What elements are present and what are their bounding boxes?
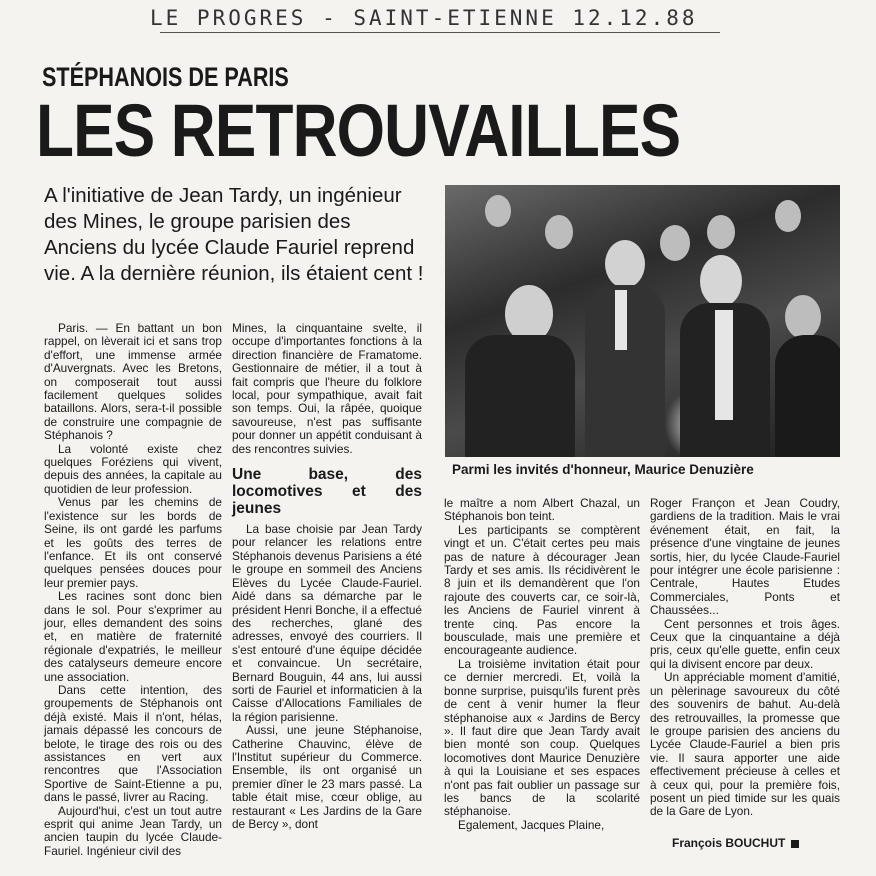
end-mark bbox=[791, 840, 799, 848]
paragraph: Mines, la cinquantaine svelte, il occupe d'importantes fonctions à la direction financière de Framatome. Gestionnaire de métier, il a tout à fait compris que l'heure du folklore local, pour sympathique, avait fait son temps. Oui, la râpée, quoique savoureuse, n'est pas suffisante pour donner un appétit conduisant à des rencontres suivies. bbox=[232, 321, 422, 456]
paragraph: La troisième invitation était pour ce dernier mercredi. Et, voilà la bonne surprise, puisqu'ils furent près de cent à venir humer la fleur stéphanoise aux « Jardins de Bercy ». Il faut dire que Jean Tardy avait bien monté son coup. Quelques locomotives dont Maurice Denuzière à qui la Louisiane et ses espaces n'ont pas fait oublier un passage sur les bancs de la scolarité stéphanoise. bbox=[444, 656, 640, 819]
paragraph: La volonté existe chez quelques Foréziens qui vivent, depuis des années, la capitale au quotidien de leur profession. bbox=[44, 441, 222, 496]
paragraph: Cent personnes et trois âges. Ceux que la cinquantaine a déjà pris, ceux qu'elle guette, enfin ceux qui la divisent encore par deux. bbox=[650, 616, 840, 671]
article-lead: A l'initiative de Jean Tardy, un ingénieur des Mines, le groupe parisien des Anciens du lycée Claude Fauriel reprend vie. A la dernière réunion, ils étaient cent ! bbox=[44, 184, 424, 285]
paragraph: le maître a nom Albert Chazal, un Stéphanois bon teint. bbox=[444, 496, 640, 524]
article-photo bbox=[445, 185, 840, 457]
article-headline: LES RETROUVAILLES bbox=[36, 89, 681, 172]
article-subheading: Une base, des locomotives et des jeunes bbox=[232, 466, 422, 518]
photo-caption: Parmi les invités d'honneur, Maurice Denuzière bbox=[452, 462, 754, 477]
paragraph: Les racines sont donc bien dans le sol. Pour s'exprimer au jour, elles demandent des soins et, en matière de fraternité régionale d'expatriés, le meilleur des catalyseurs demeure encore une association. bbox=[44, 589, 222, 684]
paragraph: Dans cette intention, des groupements de Stéphanois ont déjà existé. Mais il n'ont, hélas, jamais dépassé les concours de belote, le tirage des rois ou des assistances en vert aux rencontres que l'Association Sportive de Saint-Etienne a pu, dans le passé, livrer au Racing. bbox=[44, 682, 222, 805]
paragraph: La base choisie par Jean Tardy pour relancer les relations entre Stéphanois devenus Parisiens a été le groupe en sommeil des Anciens Elèves du Lycée Claude-Fauriel. Aidé dans sa démarche par le président Henri Bonche, il a effectué des recherches, glané des adresses, envoyé des courriers. Il s'est entouré d'une équipe décidée et convaincue. Un secrétaire, Bernard Bouguin, 44 ans, lui aussi sorti de Fauriel et informaticien à la Caisse d'Allocations Familiales de la région parisienne. bbox=[232, 522, 422, 724]
paragraph: Un appréciable moment d'amitié, un pèlerinage savoureux du côté des souvenirs de bahut. Au-delà des retrouvailles, la promesse que le groupe parisien des anciens du Lycée Claude-Fauriel a bien pris vie. Il saura apporter une aide effectivement précieuse à celles et à ceux qui, pour la première fois, posent un pied timide sur les quais de la Gare de Lyon. bbox=[650, 670, 840, 819]
article-column-3 bbox=[444, 497, 640, 832]
article-column-1 bbox=[44, 322, 222, 858]
article-column-2 bbox=[232, 322, 422, 831]
paragraph: Aussi, une jeune Stéphanoise, Catherine Chauvinc, élève de l'Institut supérieur du Commerce. Ensemble, ils ont organisé un premier dîner le 23 mars passé. La table était mise, cœur oblige, au restaurant « Les Jardins de la Gare de Bercy », dont bbox=[232, 723, 422, 831]
handwritten-source-note: LE PROGRES - SAINT-ETIENNE 12.12.88 bbox=[150, 6, 698, 30]
handwritten-underline bbox=[160, 32, 720, 33]
author-signature bbox=[672, 836, 799, 850]
article-kicker: STÉPHANOIS DE PARIS bbox=[42, 62, 289, 92]
paragraph: Venus par les chemins de l'existence sur les bords de Seine, ils ont gardé les parfums et les goûts des terres de l'enfance. Et ils ont conservé quelques pensées douces pour leur premier pays. bbox=[44, 495, 222, 590]
article-column-4 bbox=[650, 497, 840, 819]
paragraph: Roger Françon et Jean Coudry, gardiens de la tradition. Mais le vrai événement était, en fait, la présence d'une vingtaine de jeunes sortis, hier, du lycée Claude-Fauriel pour intégrer une école parisienne : Centrale, Hautes Etudes Commerciales, Ponts et Chaussées... bbox=[650, 496, 840, 618]
paragraph: Egalement, Jacques Plaine, bbox=[458, 817, 605, 832]
paragraph: Aujourd'hui, c'est un tout autre esprit qui anime Jean Tardy, un ancien taupin du lycée Claude-Fauriel. Ingénieur civil des bbox=[44, 803, 222, 858]
paragraph: Paris. — En battant un bon rappel, on lèverait ici et sans trop d'effort, une immense armée d'Auvergnats. Avec les Bretons, on composerait tout aussi facilement quelques solides bataillons. Alors, sera-t-il possible de construire une compagnie de Stéphanois ? bbox=[44, 321, 222, 443]
paragraph: Les participants se comptèrent vingt et un. C'était certes peu mais pas de nature à décourager Jean Tardy et ses amis. Ils récidivèrent le 8 juin et ils demandèrent que l'on rajoute des couverts car, ce soir-là, les Anciens de Fauriel vinrent à trente cinq. Pas encore la bousculade, mais une première et encourageante audience. bbox=[444, 522, 640, 658]
author-name: François BOUCHUT bbox=[672, 836, 786, 850]
